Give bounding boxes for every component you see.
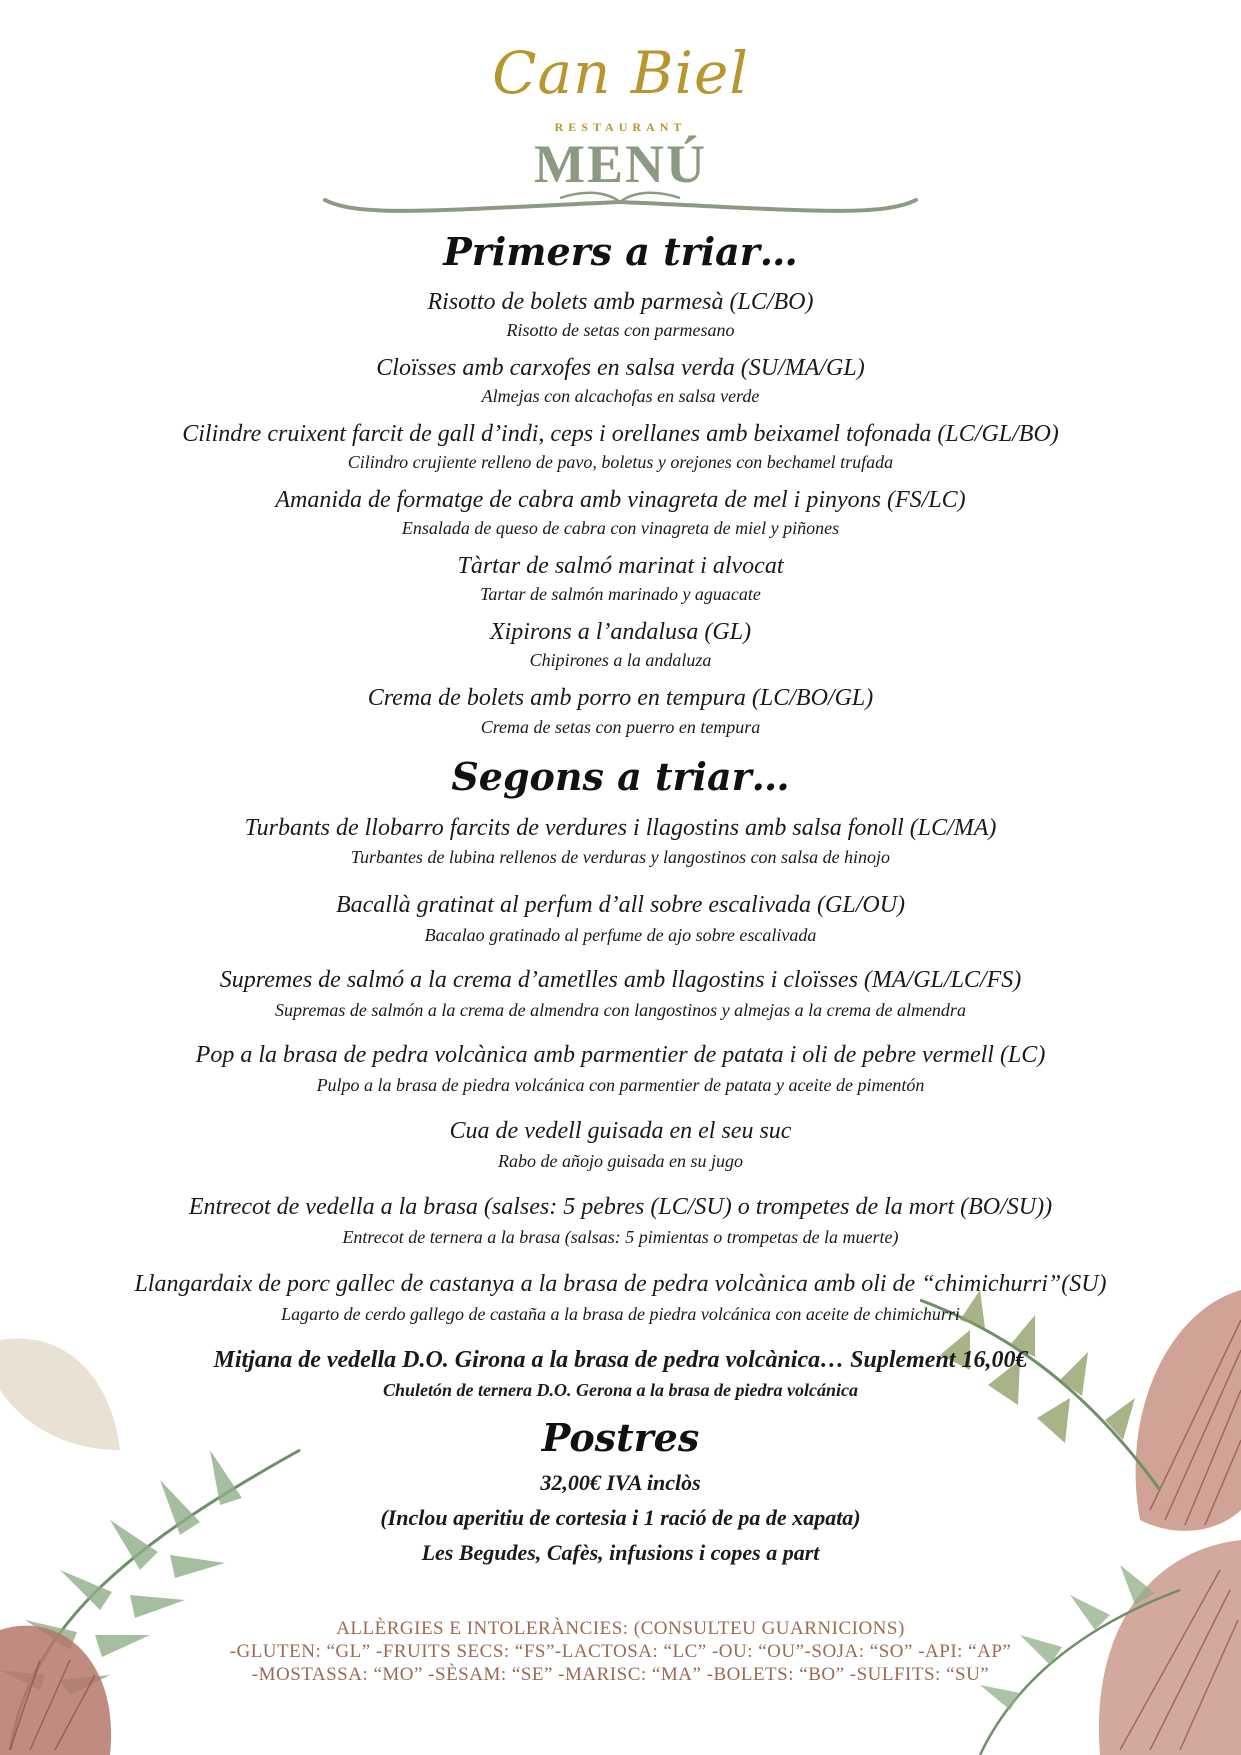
- primer-item-ca: Crema de bolets amb porro en tempura (LC/BO/GL): [367, 685, 874, 711]
- primer-item-ca: Amanida de formatge de cabra amb vinagreta de mel i pinyons (FS/LC): [275, 487, 966, 513]
- primer-item-es: Crema de setas con puerro en tempura: [480, 717, 761, 737]
- segon-item-ca: Cua de vedell guisada en el seu suc: [449, 1118, 792, 1144]
- primer-item-es: Chipirones a la andaluza: [529, 650, 712, 670]
- segon-item-ca: Entrecot de vedella a la brasa (salses: 5 pebres (LC/SU) o trompetes de la mort (BO/SU)): [188, 1194, 1053, 1220]
- primer-item-es: Tartar de salmón marinado y aguacate: [480, 584, 761, 604]
- segon-supplement-item-ca: Mitjana de vedella D.O. Girona a la brasa de pedra volcànica… Suplement 16,00€: [213, 1347, 1028, 1373]
- segon-item-ca: Pop a la brasa de pedra volcànica amb parmentier de patata i oli de pebre vermell (LC): [195, 1042, 1046, 1068]
- primer-item-ca: Tàrtar de salmó marinat i alvocat: [457, 553, 784, 579]
- primer-item-es: Risotto de setas con parmesano: [506, 320, 735, 340]
- segon-item-ca: Bacallà gratinat al perfum d’all sobre escalivada (GL/OU): [335, 892, 906, 918]
- primer-item-es: Almejas con alcachofas en salsa verde: [481, 386, 760, 406]
- segon-item-ca: Supremes de salmó a la crema d’ametlles amb llagostins i cloïsses (MA/GL/LC/FS): [219, 967, 1022, 993]
- primers-heading: Primers a triar…: [443, 229, 798, 274]
- primer-item-ca: Risotto de bolets amb parmesà (LC/BO): [427, 289, 814, 315]
- menu-price: 32,00€ IVA inclòs: [540, 1470, 701, 1495]
- allergens-title: ALLÈRGIES E INTOLERÀNCIES: (CONSULTEU GUARNICIONS): [336, 1618, 905, 1639]
- logo-subtitle: RESTAURANT: [554, 120, 687, 134]
- title-swash-divider: [320, 190, 921, 220]
- segon-item-es: Turbantes de lubina rellenos de verduras y langostinos con salsa de hinojo: [350, 847, 891, 867]
- segon-item-es: Lagarto de cerdo gallego de castaña a la brasa de piedra volcánica con aceite de chimichurri: [281, 1304, 960, 1324]
- segon-item-es: Entrecot de ternera a la brasa (salsas: 5 pimientas o trompetas de la muerte): [342, 1227, 899, 1247]
- menu-includes: (Inclou aperitiu de cortesia i 1 ració de pa de xapata): [380, 1505, 861, 1530]
- primer-item-es: Cilindro crujiente relleno de pavo, boletus y orejones con bechamel trufada: [347, 452, 894, 472]
- menu-extras-note: Les Begudes, Cafès, infusions i copes a part: [421, 1540, 820, 1565]
- segon-item-ca: Llangardaix de porc gallec de castanya a la brasa de pedra volcànica amb oli de “chimichurri”(SU): [134, 1271, 1107, 1297]
- segon-item-es: Supremas de salmón a la crema de almendra con langostinos y almejas a la crema de almendra: [275, 1000, 966, 1020]
- primer-item-es: Ensalada de queso de cabra con vinagreta de miel y piñones: [401, 518, 840, 538]
- primer-item-ca: Xipirons a l’andalusa (GL): [489, 619, 752, 645]
- allergens-legend-line-1: -GLUTEN: “GL” -FRUITS SECS: “FS”-LACTOSA: “LC” -OU: “OU”-SOJA: “SO” -API: “AP”: [229, 1641, 1012, 1662]
- segon-item-es: Bacalao gratinado al perfume de ajo sobre escalivada: [424, 925, 817, 945]
- logo: Can Biel: [492, 39, 749, 107]
- segon-item-ca: Turbants de llobarro farcits de verdures i llagostins amb salsa fonoll (LC/MA): [244, 815, 997, 841]
- postres-heading: Postres: [541, 1415, 700, 1460]
- primer-item-ca: Cloïsses amb carxofes en salsa verda (SU/MA/GL): [376, 355, 865, 381]
- primer-item-ca: Cilindre cruixent farcit de gall d’indi, ceps i orellanes amb beixamel tofonada (LC/GL/BO): [182, 421, 1059, 447]
- segons-heading: Segons a triar…: [451, 754, 790, 799]
- segon-item-es: Pulpo a la brasa de piedra volcánica con parmentier de patata y aceite de pimentón: [316, 1075, 925, 1095]
- menu-title: MENÚ: [534, 134, 707, 194]
- allergens-legend-line-2: -MOSTASSA: “MO” -SÈSAM: “SE” -MARISC: “MA” -BOLETS: “BO” -SULFITS: “SU”: [251, 1664, 990, 1685]
- segon-supplement-item-es: Chuletón de ternera D.O. Gerona a la brasa de piedra volcánica: [383, 1380, 858, 1400]
- segon-item-es: Rabo de añojo guisada en su jugo: [498, 1151, 743, 1171]
